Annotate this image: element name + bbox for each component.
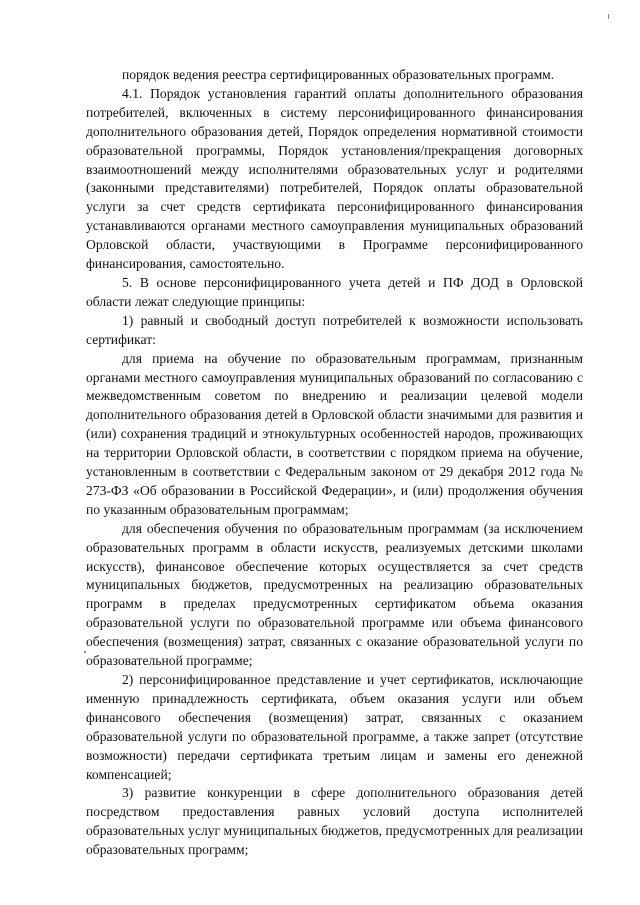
paragraph: для обеспечения обучения по образовательным программам (за исключением образовательных программ в области искусств, реализуемых детскими школами искусств), финансовое обеспечение которых осуществляется за счет средств муниципальных бюджетов, предусмотренных на реализацию образовательных программ в пределах предусмотренных сертификатом объема оказания образовательной услуги по образовательной программе или объема финансового обеспечения (возмещения) затрат, связанных с оказание образовательной услуги по образовательной программе; — [86, 520, 583, 669]
paragraph: 2) персонифицированное представление и учет сертификатов, исключающие именную принадлежность сертификата, объем оказания услуги или объем финансового обеспечения (возмещения) затрат, связанных с оказанием образовательной услуги по образовательной программе, а также запрет (отсутствие возможности) передачи сертификата третьим лицам и замены его денежной компенсацией; — [86, 672, 583, 782]
paragraph: 3) развитие конкуренции в сфере дополнительного образования детей посредством предоставления равных условий доступа исполнителей образовательных услуг муниципальных бюджетов, предусмотренных для реализации образовательных программ; — [86, 785, 583, 858]
paragraph: 1) равный и свободный доступ потребителей к возможности использовать сертификат: — [86, 312, 583, 347]
document-body — [86, 66, 583, 860]
scan-mark — [608, 14, 609, 19]
paragraph: порядок ведения реестра сертифицированных образовательных программ. — [122, 67, 555, 82]
paragraph: 4.1. Порядок установления гарантий оплаты дополнительного образования потребителей, включенных в систему персонифицированного финансирования дополнительного образования детей, Порядок определения нормативной стоимости образовательной программы, Порядок установления/прекращения договорных взаимоотношений между исполнителями образовательных услуг и родителями (законными представителями) потребителей, Порядок оплаты образовательной услуги за счет средств сертификата персонифицированного финансирования устанавливаются органами местного самоуправления муниципальных образований Орловской области, участвующими в Программе персонифицированного финансирования, самостоятельно. — [86, 85, 583, 272]
paragraph: 5. В основе персонифицированного учета детей и ПФ ДОД в Орловской области лежат следующие принципы: — [86, 274, 583, 309]
paragraph: для приема на обучение по образовательным программам, признанным органами местного самоуправления муниципальных образований по согласованию с межведомственным советом по внедрению и реализации целевой модели дополнительного образования детей в Орловской области значимыми для развития и (или) сохранения традиций и этнокультурных особенностей народов, проживающих на территории Орловской области, в соответствии с порядком приема на обучение, установленным в соответствии с Федеральным законом от 29 декабря 2012 года № 273-ФЗ «Об образовании в Российской Федерации», и (или) продолжения обучения по указанным образовательным программам; — [86, 350, 583, 517]
